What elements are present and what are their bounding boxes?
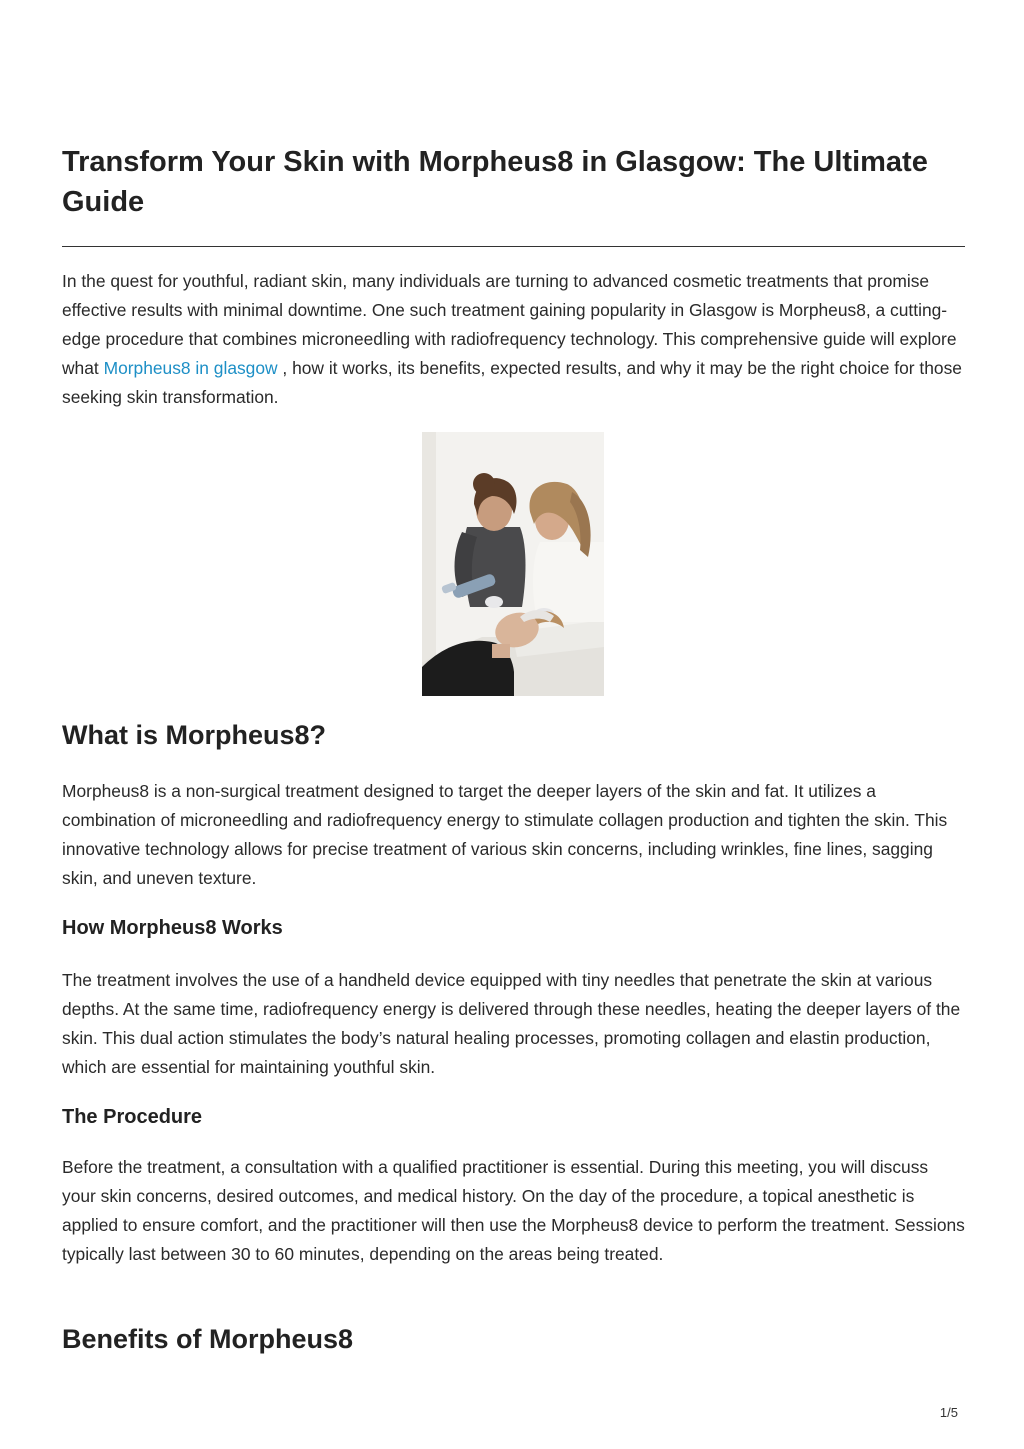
section-heading-procedure: The Procedure <box>62 1106 203 1128</box>
section-body-what-is: Morpheus8 is a non-surgical treatment designed to target the deeper layers of the skin and fat. It utilizes a combination of microneedling and radiofrequency energy to stimulate collagen production and tighten the skin. This innovative technology allows for precise treatment of various skin concerns, including wrinkles, fine lines, sagging skin, and uneven texture. <box>62 781 948 888</box>
page-number: 1/5 <box>939 1405 958 1420</box>
section-body-procedure: Before the treatment, a consultation with a qualified practitioner is essential. During this meeting, you will discuss your skin concerns, desired outcomes, and medical history. On the day of the procedure, a topical anesthetic is applied to ensure comfort, and the practitioner will then use the Morpheus8 device to perform the treatment. Sessions typically last between 30 to 60 minutes, depending on the areas being treated. <box>62 1157 965 1264</box>
section-heading-benefits: Benefits of Morpheus8 <box>62 1324 354 1354</box>
intro-text-before-link: In the quest for youthful, radiant skin, many individuals are turning to advanced cosmetic treatments that promise effective results with minimal downtime. One such treatment gaining popularity in Glasgow is Morpheus8, a cutting-edge procedure that combines microneedling with radiofrequency technology. This comprehensive guide will explore what <box>62 271 957 378</box>
title-divider <box>62 246 965 247</box>
section-heading-what-is: What is Morpheus8? <box>62 720 327 750</box>
section-heading-how-it-works: How Morpheus8 Works <box>62 917 283 939</box>
intro-text-after-link: , how it works, its benefits, expected results, and why it may be the right choice for those seeking skin transformation. <box>62 358 962 407</box>
page-title: Transform Your Skin with Morpheus8 in Glasgow: The Ultimate Guide <box>62 146 928 218</box>
section-body-how-it-works: The treatment involves the use of a handheld device equipped with tiny needles that penetrate the skin at various depths. At the same time, radiofrequency energy is delivered through these needles, heating the deeper layers of the skin. This dual action stimulates the body’s natural healing processes, promoting collagen and elastin production, which are essential for maintaining youthful skin. <box>62 970 961 1077</box>
treatment-photo <box>422 432 604 696</box>
morpheus8-glasgow-link[interactable]: Morpheus8 in glasgow <box>103 358 278 378</box>
intro-paragraph <box>62 267 965 412</box>
